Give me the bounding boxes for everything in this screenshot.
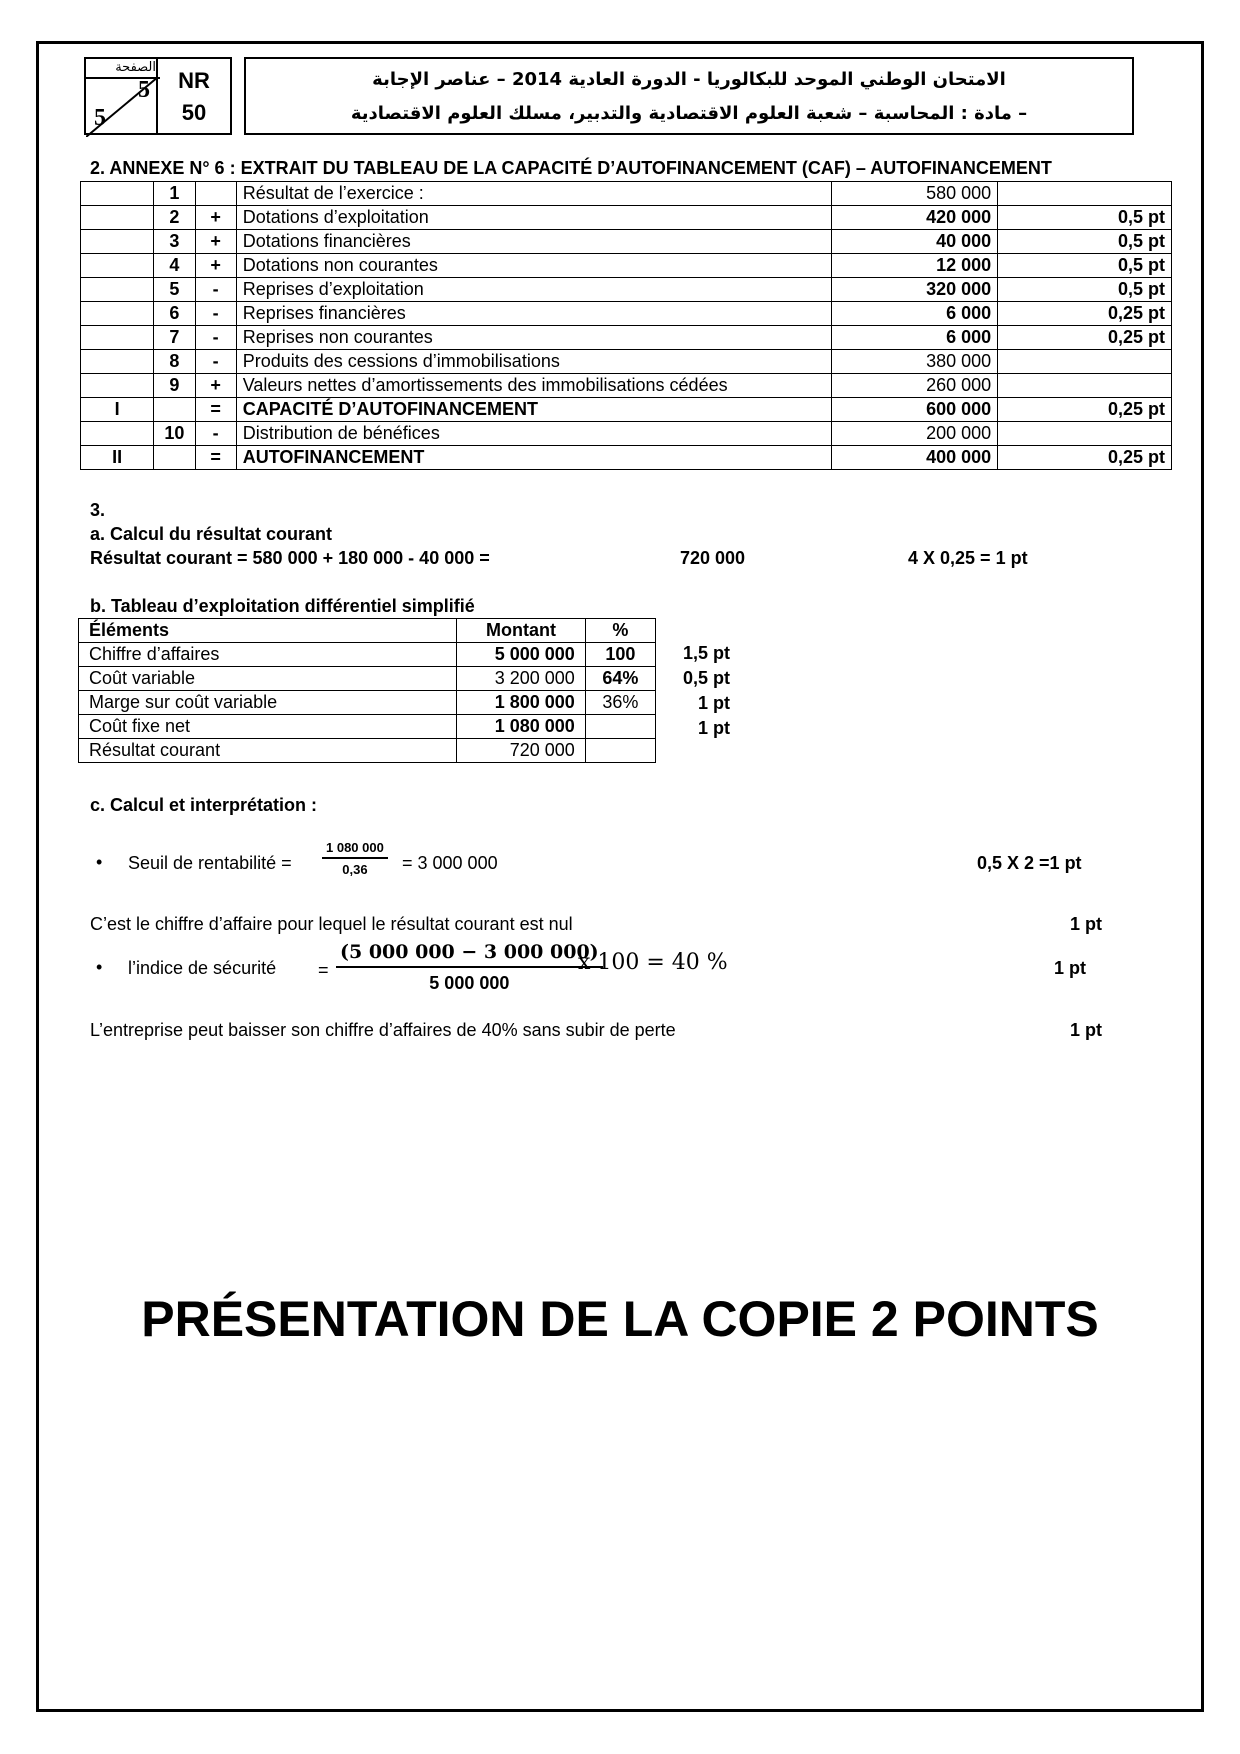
col-header-pct: %: [585, 619, 655, 643]
caf-points: [998, 350, 1172, 374]
indice-numerator: (5 000 000 − 3 000 000): [336, 938, 603, 968]
caf-label: Dotations non courantes: [236, 254, 832, 278]
indice-equals: =: [318, 960, 329, 980]
caf-points: 0,25 pt: [998, 302, 1172, 326]
nr-num: 50: [181, 100, 207, 125]
exam-title: [244, 57, 1134, 135]
caf-sign: +: [195, 206, 236, 230]
exploitation-row: [79, 643, 656, 667]
exp-amount: 3 200 000: [457, 667, 586, 691]
indice-label: l’indice de sécurité: [128, 958, 277, 978]
caf-sign: +: [195, 230, 236, 254]
exploitation-row: [79, 715, 656, 739]
caf-roman: [81, 206, 154, 230]
caf-roman: [81, 326, 154, 350]
indice-result: x 100 = 40 %: [578, 950, 728, 975]
caf-num: 9: [154, 374, 195, 398]
exp-points: 0,5 pt: [682, 668, 730, 688]
caf-num: 7: [154, 326, 195, 350]
exp-points: 1,5 pt: [682, 643, 730, 663]
caf-sign: [195, 182, 236, 206]
section2-heading: 2. ANNEXE N° 6 : EXTRAIT DU TABLEAU DE LA CAPACITÉ D’AUTOFINANCEMENT (CAF) – AUTOFINANCEMENT: [90, 158, 1052, 178]
caf-num: [154, 446, 195, 470]
exam-title-line1: الامتحان الوطني الموحد للبكالوريا - الدورة العادية 2014 – عناصر الإجابة: [372, 69, 1006, 90]
caf-roman: [81, 302, 154, 326]
caf-row: [81, 374, 1172, 398]
exp-amount: 1 800 000: [457, 691, 586, 715]
caf-num: 1: [154, 182, 195, 206]
caf-roman: [81, 422, 154, 446]
caf-row: [81, 422, 1172, 446]
caf-roman: [81, 254, 154, 278]
page-number-box: [84, 57, 158, 135]
exp-pct: 36%: [585, 691, 655, 715]
bullet-icon: •: [96, 957, 103, 977]
caf-sign: -: [195, 326, 236, 350]
caf-points: 0,5 pt: [998, 206, 1172, 230]
caf-points: 0,25 pt: [998, 446, 1172, 470]
seuil-fraction: [322, 839, 388, 881]
caf-row: [81, 350, 1172, 374]
caf-amount: 380 000: [832, 350, 998, 374]
caf-label: Reprises non courantes: [236, 326, 832, 350]
exploitation-row: [79, 739, 656, 763]
presentation-note: PRÉSENTATION DE LA COPIE 2 POINTS: [141, 1291, 1099, 1347]
caf-label: Valeurs nettes d’amortissements des immobilisations cédées: [236, 374, 832, 398]
caf-amount: 580 000: [832, 182, 998, 206]
caf-amount: 12 000: [832, 254, 998, 278]
section3a-points: 4 X 0,25 = 1 pt: [908, 548, 1028, 568]
indice-fraction: [336, 938, 603, 998]
exp-amount: 720 000: [457, 739, 586, 763]
caf-sign: +: [195, 374, 236, 398]
caf-roman: [81, 374, 154, 398]
caf-roman: [81, 182, 154, 206]
caf-points: 0,5 pt: [998, 278, 1172, 302]
caf-num: 2: [154, 206, 195, 230]
caf-label: Dotations d’exploitation: [236, 206, 832, 230]
section3a-title: a. Calcul du résultat courant: [90, 524, 333, 544]
seuil-comment: C’est le chiffre d’affaire pour lequel le résultat courant est nul: [90, 914, 573, 934]
exp-amount: 5 000 000: [457, 643, 586, 667]
caf-label: CAPACITÉ D’AUTOFINANCEMENT: [236, 398, 832, 422]
caf-label: Reprises financières: [236, 302, 832, 326]
exp-pct: [585, 739, 655, 763]
indice-comment-points: 1 pt: [1070, 1020, 1103, 1040]
caf-label: AUTOFINANCEMENT: [236, 446, 832, 470]
caf-sign: =: [195, 446, 236, 470]
caf-points: 0,5 pt: [998, 230, 1172, 254]
seuil-comment-points: 1 pt: [1070, 914, 1103, 934]
caf-sign: +: [195, 254, 236, 278]
seuil-numerator: 1 080 000: [322, 839, 388, 859]
caf-row: [81, 446, 1172, 470]
caf-roman: II: [81, 446, 154, 470]
caf-label: Résultat de l’exercice :: [236, 182, 832, 206]
caf-roman: [81, 350, 154, 374]
caf-num: 3: [154, 230, 195, 254]
nr-code-box: [156, 57, 232, 135]
exploitation-row: [79, 667, 656, 691]
exp-amount: 1 080 000: [457, 715, 586, 739]
caf-amount: 40 000: [832, 230, 998, 254]
caf-sign: -: [195, 350, 236, 374]
caf-sign: -: [195, 278, 236, 302]
caf-amount: 260 000: [832, 374, 998, 398]
section3a-result: 720 000: [680, 548, 746, 568]
caf-roman: [81, 230, 154, 254]
caf-points: [998, 422, 1172, 446]
exp-points: 1 pt: [697, 693, 730, 713]
exp-label: Chiffre d’affaires: [79, 643, 457, 667]
caf-label: Reprises d’exploitation: [236, 278, 832, 302]
exp-pct: 64%: [585, 667, 655, 691]
caf-row: [81, 398, 1172, 422]
caf-label: Produits des cessions d’immobilisations: [236, 350, 832, 374]
caf-row: [81, 302, 1172, 326]
seuil-points: 0,5 X 2 =1 pt: [977, 853, 1082, 873]
section3a-formula: Résultat courant = 580 000 + 180 000 - 40 000 =: [90, 548, 490, 568]
indice-points: 1 pt: [1054, 958, 1087, 978]
col-header-montant: Montant: [457, 619, 586, 643]
caf-label: Distribution de bénéfices: [236, 422, 832, 446]
caf-num: 5: [154, 278, 195, 302]
caf-sign: -: [195, 302, 236, 326]
caf-label: Dotations financières: [236, 230, 832, 254]
caf-num: [154, 398, 195, 422]
caf-num: 6: [154, 302, 195, 326]
caf-amount: 600 000: [832, 398, 998, 422]
caf-roman: [81, 278, 154, 302]
exp-pct: 100: [585, 643, 655, 667]
bullet-icon: •: [96, 852, 103, 872]
seuil-label: Seuil de rentabilité =: [128, 853, 292, 873]
section3-number: 3.: [90, 500, 106, 520]
indice-denominator: 5 000 000: [429, 973, 510, 993]
caf-num: 8: [154, 350, 195, 374]
caf-roman: I: [81, 398, 154, 422]
caf-sign: =: [195, 398, 236, 422]
page-num: 5: [138, 77, 150, 103]
caf-points: [998, 374, 1172, 398]
page-total: 5: [94, 105, 106, 131]
seuil-result: = 3 000 000: [402, 853, 498, 873]
exp-label: Résultat courant: [79, 739, 457, 763]
caf-row: [81, 326, 1172, 350]
caf-points: 0,5 pt: [998, 254, 1172, 278]
caf-points: 0,25 pt: [998, 326, 1172, 350]
page-label: الصفحة: [86, 59, 160, 79]
exp-label: Marge sur coût variable: [79, 691, 457, 715]
caf-table: [80, 181, 1172, 470]
caf-row: [81, 254, 1172, 278]
exploitation-row: [79, 691, 656, 715]
section3b-title: b. Tableau d’exploitation différentiel simplifié: [90, 596, 475, 616]
caf-amount: 200 000: [832, 422, 998, 446]
seuil-denominator: 0,36: [342, 862, 368, 877]
caf-amount: 6 000: [832, 302, 998, 326]
caf-num: 4: [154, 254, 195, 278]
caf-points: [998, 182, 1172, 206]
exam-header: [84, 57, 1134, 135]
exp-points: 1 pt: [697, 718, 730, 738]
col-header-elements: Éléments: [79, 619, 457, 643]
caf-amount: 420 000: [832, 206, 998, 230]
exp-label: Coût fixe net: [79, 715, 457, 739]
caf-sign: -: [195, 422, 236, 446]
exploitation-table: [78, 618, 656, 763]
caf-amount: 6 000: [832, 326, 998, 350]
caf-row: [81, 230, 1172, 254]
caf-row: [81, 182, 1172, 206]
caf-amount: 400 000: [832, 446, 998, 470]
section3c-title: c. Calcul et interprétation :: [90, 795, 318, 815]
caf-num: 10: [154, 422, 195, 446]
caf-row: [81, 278, 1172, 302]
exp-label: Coût variable: [79, 667, 457, 691]
caf-amount: 320 000: [832, 278, 998, 302]
indice-comment: L’entreprise peut baisser son chiffre d’affaires de 40% sans subir de perte: [90, 1020, 676, 1040]
exploitation-header-row: [79, 619, 656, 643]
caf-points: 0,25 pt: [998, 398, 1172, 422]
nr-code: NR: [178, 68, 210, 93]
exam-title-line2: – مادة : المحاسبة – شعبة العلوم الاقتصادية والتدبير، مسلك العلوم الاقتصادية: [350, 103, 1028, 124]
caf-row: [81, 206, 1172, 230]
